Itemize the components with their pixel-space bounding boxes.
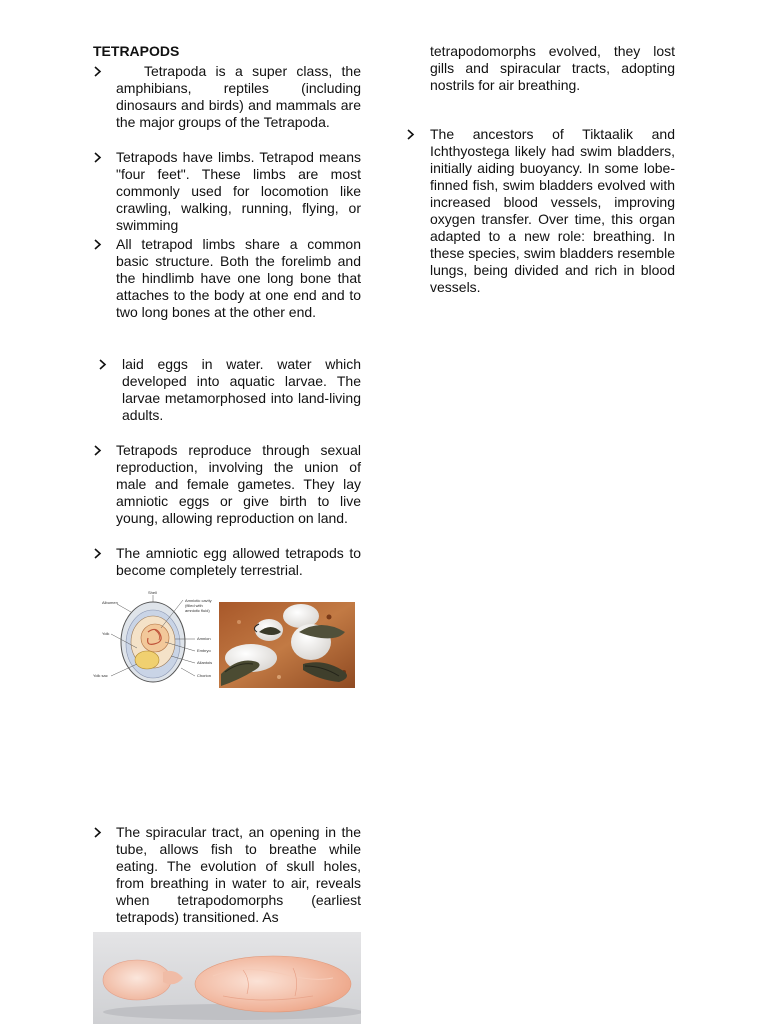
egg-label-yolk: Yolk [102, 631, 110, 636]
egg-label-embryo: Embryo [197, 648, 211, 653]
bullet-item [116, 824, 361, 926]
bullet-text: Tetrapoda is a super class, the amphibians, reptiles (including dinosaurs and birds) and mammals are the major groups of the Tetrapoda. [116, 63, 361, 130]
bullet-item [116, 149, 361, 234]
chevron-right-icon [93, 236, 107, 253]
chevron-right-icon [93, 63, 107, 80]
bullet-text: The spiracular tract, an opening in the tube, allows fish to breathe while eating. The evolution of skull holes, from breathing in water to air, reveals when tetrapodomorphs (earliest tetrapods) transitioned. As [116, 824, 361, 925]
chevron-right-icon [406, 126, 420, 143]
bullet-item [430, 126, 675, 296]
chevron-right-icon [93, 824, 107, 841]
chevron-right-icon [93, 149, 107, 166]
bullet-item [122, 356, 361, 424]
page-heading: TETRAPODS [93, 43, 180, 59]
crocodile-hatchlings-photo [219, 602, 355, 688]
egg-label-allantois: Allantois [197, 660, 213, 665]
egg-label-shell: Shell [148, 590, 157, 595]
bullet-item [116, 236, 361, 321]
continued-text: tetrapodomorphs evolved, they lost gills and spiracular tracts, adopting nostrils for air breathing. [430, 43, 675, 93]
bullet-text: All tetrapod limbs share a common basic structure. Both the forelimb and the hindlimb have one long bone that attaches to the body at one end and to two long bones at the other end. [116, 236, 361, 320]
egg-label-yolk-sac: Yolk sac [93, 673, 108, 678]
egg-label-albumen: Albumen [102, 600, 118, 605]
bullet-text: The ancestors of Tiktaalik and Ichthyostega likely had swim bladders, initially aiding buoyancy. In some lobe-finned fish, swim bladders evolved with increased blood vessels, improving oxygen transfer. Over time, this organ adapted to a new role: breathing. In these species, swim bladders resemble lungs, being divided and rich in blood vessels. [430, 126, 675, 295]
chevron-right-icon [93, 442, 107, 459]
bullet-text: laid eggs in water. water which developed into aquatic larvae. The larvae metamorphosed into land-living adults. [122, 356, 361, 423]
bullet-text: The amniotic egg allowed tetrapods to become completely terrestrial. [116, 545, 361, 578]
continued-paragraph [430, 43, 675, 94]
egg-label-chorion: Chorion [197, 673, 212, 678]
bullet-item [116, 442, 361, 527]
egg-label-amniotic-cavity: Amniotic cavity (filled with amniotic fluid) [185, 598, 212, 613]
bullet-text: Tetrapods reproduce through sexual reproduction, involving the union of male and female gametes. They lay amniotic eggs or give birth to live young, allowing reproduction on land. [116, 442, 361, 526]
bullet-item [116, 63, 361, 131]
bullet-item [116, 545, 361, 579]
amniotic-egg-diagram [93, 590, 217, 686]
egg-label-amnion: Amnion [197, 636, 211, 641]
chevron-right-icon [93, 545, 107, 562]
chevron-right-icon [98, 356, 112, 373]
bullet-text: Tetrapods have limbs. Tetrapod means "four feet". These limbs are most commonly used for locomotion like crawling, walking, running, flying, or swimming [116, 149, 361, 233]
swim-bladder-photo [93, 932, 361, 1024]
